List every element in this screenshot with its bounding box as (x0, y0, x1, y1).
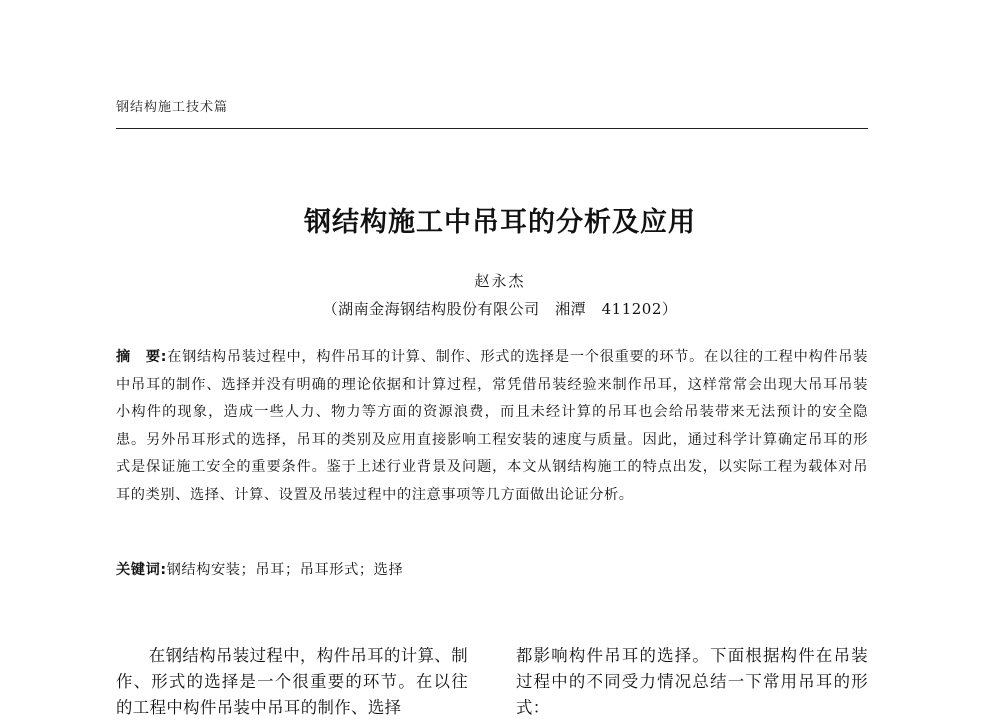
article-title: 钢结构施工中吊耳的分析及应用 (304, 207, 696, 238)
keywords (116, 557, 868, 584)
keywords-text: 钢结构安装；吊耳；吊耳形式；选择 (166, 562, 404, 578)
author-affiliation: （湖南金海钢结构股份有限公司 湘潭 411202） (322, 300, 678, 318)
body-right-column: 都影响构件吊耳的选择。下面根据构件在吊装过程中的不同受力情况总结一下常用吊耳的形式： (516, 646, 868, 717)
abstract-text: 在钢结构吊装过程中，构件吊耳的计算、制作、形式的选择是一个很重要的环节。在以往的工程中构件吊装中吊耳的制作、选择并没有明确的理论依据和计算过程，常凭借吊装经验来制作吊耳，这样常常会出现大吊耳吊装小构件的现象，造成一些人力、物力等方面的资源浪费，而且未经计算的吊耳也会给吊装带来无法预计的安全隐患。另外吊耳形式的选择，吊耳的类别及应用直接影响工程安装的速度与质量。因此，通过科学计算确定吊耳的形式是保证施工安全的重要条件。鉴于上述行业背景及问题，本文从钢结构施工的特点出发，以实际工程为载体对吊耳的类别、选择、计算、设置及吊装过程中的注意事项等几方面做出论证分析。 (116, 349, 869, 503)
abstract-label: 摘 要: (116, 349, 168, 365)
body-left-column: 在钢结构吊装过程中，构件吊耳的计算、制作、形式的选择是一个很重要的环节。在以往的工程中构件吊装中吊耳的制作、选择 (116, 646, 468, 717)
header-rule (116, 128, 868, 129)
abstract (116, 344, 868, 510)
keywords-label: 关键词: (116, 562, 167, 578)
running-header: 钢结构施工技术篇 (116, 100, 229, 115)
author-name: 赵永杰 (474, 272, 526, 290)
